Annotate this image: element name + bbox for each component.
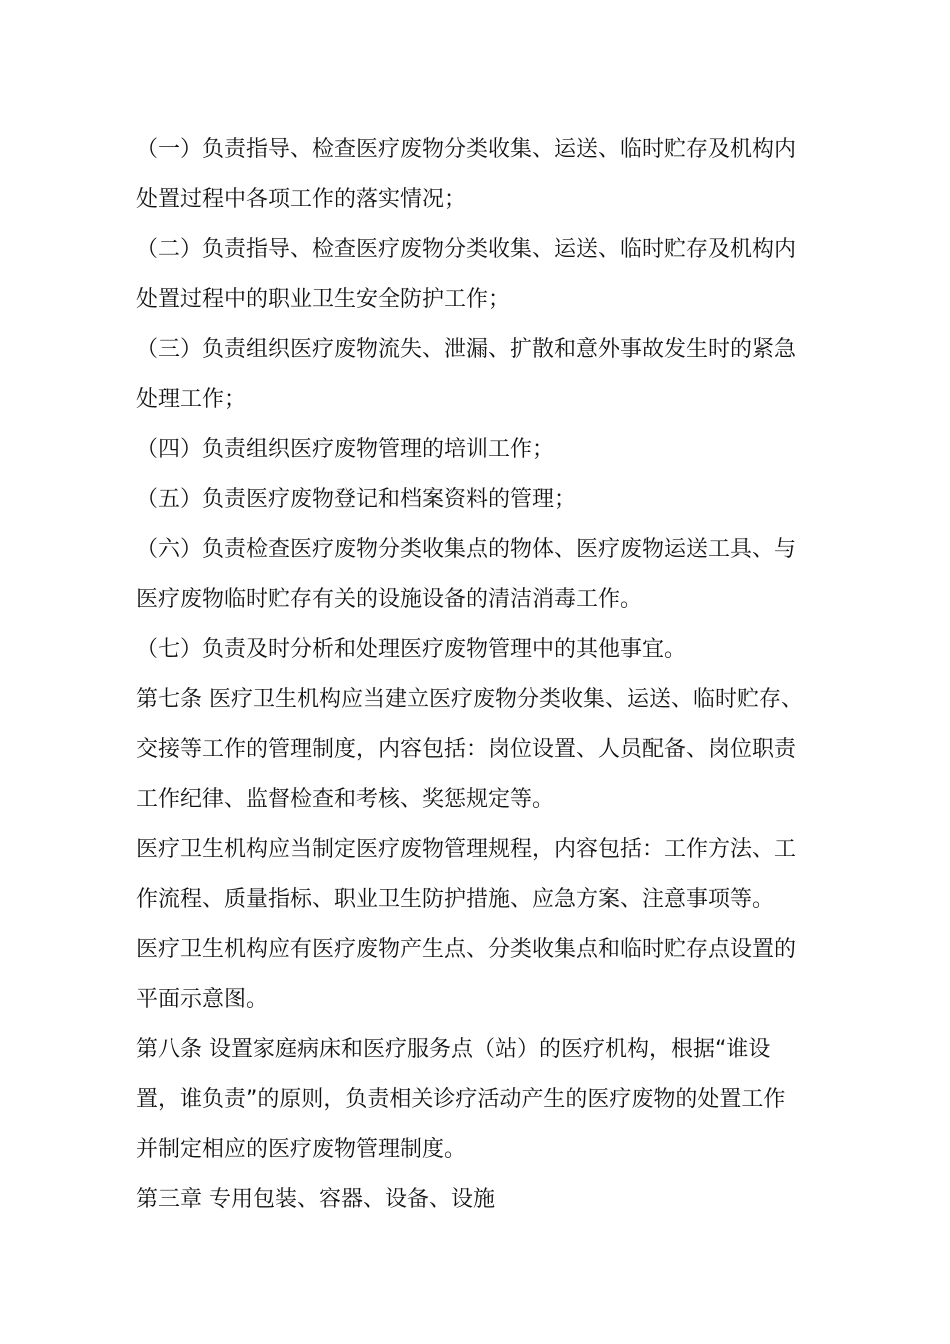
- text-line: （一）负责指导、检查医疗废物分类收集、运送、临时贮存及机构内: [136, 137, 797, 162]
- text-line: 医疗卫生机构应当制定医疗废物管理规程，内容包括：工作方法、工: [136, 837, 797, 862]
- text-line: 工作纪律、监督检查和考核、奖惩规定等。: [136, 787, 555, 812]
- text-line: 处置过程中各项工作的落实情况；: [136, 187, 467, 212]
- text-line: （三）负责组织医疗废物流失、泄漏、扩散和意外事故发生时的紧急: [136, 337, 797, 362]
- text-line: 第八条 设置家庭病床和医疗服务点（站）的医疗机构，根据“谁设: [136, 1037, 771, 1062]
- text-line: 并制定相应的医疗废物管理制度。: [136, 1137, 467, 1162]
- text-line: （七）负责及时分析和处理医疗废物管理中的其他事宜。: [136, 637, 687, 662]
- text-line: （五）负责医疗废物登记和档案资料的管理；: [136, 487, 577, 512]
- text-line: 处置过程中的职业卫生安全防护工作；: [136, 287, 511, 312]
- text-line: （四）负责组织医疗废物管理的培训工作；: [136, 437, 555, 462]
- text-line: 平面示意图。: [136, 987, 269, 1012]
- text-line: 医疗卫生机构应有医疗废物产生点、分类收集点和临时贮存点设置的: [136, 937, 797, 962]
- text-line: 处理工作；: [136, 387, 247, 412]
- text-line: 医疗废物临时贮存有关的设施设备的清洁消毒工作。: [136, 587, 643, 612]
- section-heading: 第三章 专用包装、容器、设备、设施: [136, 1187, 495, 1212]
- text-line: 第七条 医疗卫生机构应当建立医疗废物分类收集、运送、临时贮存、: [136, 687, 803, 712]
- text-line: （二）负责指导、检查医疗废物分类收集、运送、临时贮存及机构内: [136, 237, 797, 262]
- text-line: 作流程、质量指标、职业卫生防护措施、应急方案、注意事项等。: [136, 887, 775, 912]
- text-line: 交接等工作的管理制度，内容包括：岗位设置、人员配备、岗位职责: [136, 737, 797, 762]
- text-line: 置，谁负责”的原则，负责相关诊疗活动产生的医疗废物的处置工作: [136, 1087, 786, 1112]
- text-line: （六）负责检查医疗废物分类收集点的物体、医疗废物运送工具、与: [136, 537, 797, 562]
